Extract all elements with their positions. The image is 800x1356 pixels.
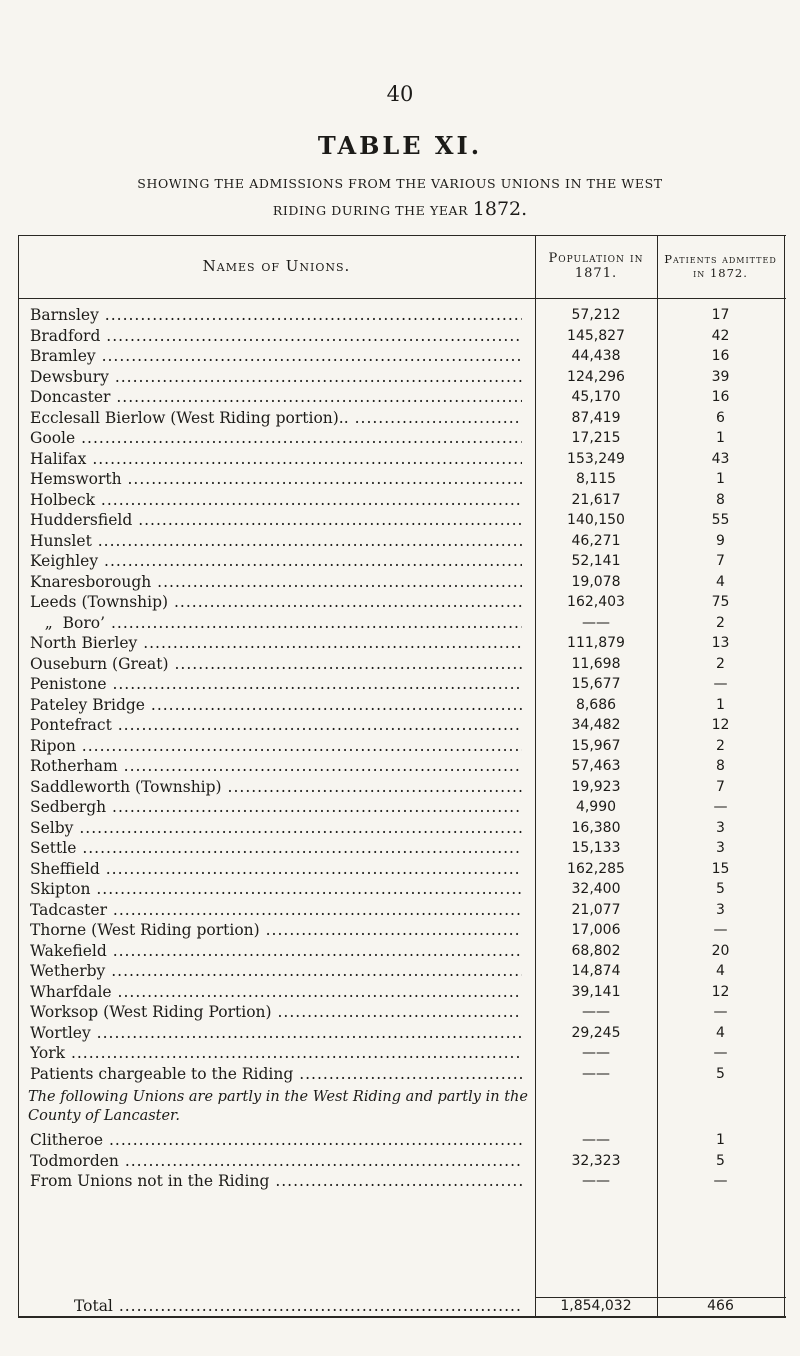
table-row [18, 982, 786, 1003]
patients-value: 1 [716, 1132, 725, 1148]
union-name: Ripon ..... [30, 736, 522, 757]
union-name: Huddersfield ..... [30, 510, 522, 531]
union-name: Sheffield ..... [30, 859, 522, 880]
table-border-bottom [18, 1316, 786, 1318]
subtitle-line-1: SHOWING THE ADMISSIONS FROM THE VARIOUS UNIONS IN THE WEST [137, 176, 663, 191]
population-value: 15,967 [571, 737, 621, 754]
patients-value: — [713, 1004, 728, 1020]
table-row [18, 777, 786, 798]
population-value: 140,150 [567, 512, 625, 528]
population-value: 145,827 [567, 327, 625, 344]
table-row [18, 1023, 786, 1044]
total-label: Total ..... [30, 1296, 522, 1317]
patients-value: 3 [716, 819, 725, 836]
total-population: 1,854,032 [560, 1297, 632, 1314]
patients-value: 2 [716, 655, 725, 672]
table-row [18, 900, 786, 921]
table-row [18, 346, 786, 367]
lancaster-note: The following Unions are partly in the West Riding and partly in the County of Lancaster. [28, 1089, 528, 1124]
population-value: 17,006 [571, 922, 621, 938]
patients-value: 15 [711, 860, 730, 877]
union-name: Barnsley ..... [30, 305, 522, 326]
population-value: 4,990 [575, 799, 617, 815]
union-name: Pateley Bridge ..... [30, 695, 522, 716]
patients-value: 7 [716, 553, 725, 569]
patients-value: 42 [711, 327, 730, 344]
table-row [18, 572, 786, 593]
table-row [18, 490, 786, 511]
population-value: 39,141 [571, 983, 621, 1000]
population-value: 153,249 [567, 450, 625, 467]
population-value: 52,141 [571, 553, 621, 569]
total-patients: 466 [707, 1297, 734, 1314]
table-row [18, 592, 786, 613]
table-row [18, 326, 786, 347]
patients-value: 39 [711, 368, 730, 385]
patients-value: 4 [716, 1024, 725, 1041]
table-row [18, 1064, 786, 1085]
table-row [18, 367, 786, 388]
patients-value: 1 [716, 430, 725, 446]
union-name: Wharfdale ..... [30, 982, 522, 1003]
population-value: 19,078 [571, 573, 621, 590]
table-row [18, 838, 786, 859]
patients-value: 5 [716, 881, 725, 897]
total-row [18, 1296, 786, 1317]
union-name: Wortley ..... [30, 1023, 522, 1044]
union-name: Selby ..... [30, 818, 522, 839]
table-row [18, 797, 786, 818]
union-name: Bramley ..... [30, 346, 522, 367]
column-header-population: Population in 1871. [548, 250, 644, 281]
header-divider [18, 298, 786, 299]
patients-value: 2 [716, 737, 725, 754]
union-name: Clitheroe ..... [30, 1130, 522, 1151]
patients-value: 12 [711, 717, 730, 733]
patients-value: 12 [711, 983, 730, 1000]
patients-value: — [713, 1045, 728, 1061]
patients-value: 4 [716, 963, 725, 979]
population-value: 45,170 [571, 389, 621, 405]
table-title: TABLE XI. [317, 131, 483, 160]
table-row [18, 531, 786, 552]
population-value: 46,271 [571, 532, 621, 549]
patients-value: 8 [716, 758, 725, 774]
union-name: Knaresborough ..... [30, 572, 522, 593]
union-name: Holbeck ..... [30, 490, 522, 511]
population-value: 19,923 [571, 778, 621, 795]
union-name: Wetherby ..... [30, 961, 522, 982]
union-name: Rotherham ..... [30, 756, 522, 777]
table-row [18, 920, 786, 941]
union-name: Penistone ..... [30, 674, 522, 695]
union-name: Sedbergh ..... [30, 797, 522, 818]
table-row [18, 408, 786, 429]
table-row [18, 1151, 786, 1172]
patients-value: 20 [711, 942, 730, 959]
patients-value: — [713, 922, 728, 938]
patients-value: 4 [716, 573, 725, 590]
union-name: Dewsbury ..... [30, 367, 522, 388]
patients-value: — [713, 799, 728, 815]
patients-value: — [713, 1173, 728, 1189]
union-name: Wakefield ..... [30, 941, 522, 962]
table-row [18, 510, 786, 531]
union-name: Tadcaster ..... [30, 900, 522, 921]
table-row [18, 633, 786, 654]
patients-value: 13 [711, 635, 730, 651]
patients-value: 7 [716, 778, 725, 795]
population-value: 57,212 [571, 307, 621, 323]
table-row [18, 715, 786, 736]
table-row [18, 1130, 786, 1151]
table-row [18, 1043, 786, 1064]
population-value: —— [582, 1045, 610, 1061]
population-value: 29,245 [571, 1024, 621, 1041]
population-value: 44,438 [571, 348, 621, 364]
table-row [18, 449, 786, 470]
patients-value: 55 [711, 512, 730, 528]
union-name: Pontefract ..... [30, 715, 522, 736]
population-value: 14,874 [571, 963, 621, 979]
table-row [18, 674, 786, 695]
population-value: 124,296 [567, 368, 625, 385]
population-value: 111,879 [567, 635, 625, 651]
population-value: 32,400 [571, 881, 621, 897]
population-value: —— [582, 1173, 610, 1189]
patients-value: 9 [716, 532, 725, 549]
union-name: From Unions not in the Riding ..... [30, 1171, 522, 1192]
population-value: 15,677 [571, 676, 621, 692]
union-name: Halifax ..... [30, 449, 522, 470]
population-value: 21,077 [571, 901, 621, 918]
table-row [18, 859, 786, 880]
union-name: Leeds (Township) ..... [30, 592, 522, 613]
union-name: Bradford ..... [30, 326, 522, 347]
patients-value: 1 [716, 696, 725, 713]
population-value: 16,380 [571, 819, 621, 836]
patients-value: 2 [716, 614, 725, 631]
table-row [18, 1171, 786, 1192]
table-row [18, 305, 786, 326]
union-name: Ouseburn (Great) ..... [30, 654, 522, 675]
column-header-names: Names of Unions. [202, 256, 351, 275]
patients-value: 1 [716, 471, 725, 487]
population-value: 34,482 [571, 717, 621, 733]
population-value: 162,285 [567, 860, 625, 877]
patients-value: 16 [711, 348, 730, 364]
patients-value: 5 [716, 1152, 725, 1169]
patients-value: 6 [716, 409, 725, 426]
union-name: Doncaster ..... [30, 387, 522, 408]
patients-value: 17 [711, 307, 730, 323]
table-row [18, 654, 786, 675]
subtitle-year: 1872. [472, 198, 528, 220]
table-row [18, 613, 786, 634]
population-value: 162,403 [567, 594, 625, 610]
population-value: 87,419 [571, 409, 621, 426]
table-row [18, 469, 786, 490]
union-name: Keighley ..... [30, 551, 522, 572]
population-value: —— [582, 1004, 610, 1020]
patients-value: 16 [711, 389, 730, 405]
union-name: Saddleworth (Township) ..... [30, 777, 522, 798]
patients-value: 3 [716, 840, 725, 856]
subtitle-line-2 [0, 198, 800, 220]
union-name: Ecclesall Bierlow (West Riding portion).. ..... [30, 408, 522, 429]
table-row [18, 695, 786, 716]
population-value: 21,617 [571, 491, 621, 508]
table-row [18, 879, 786, 900]
population-value: 17,215 [571, 430, 621, 446]
table-row [18, 736, 786, 757]
table-row [18, 1002, 786, 1023]
union-name: North Bierley ..... [30, 633, 522, 654]
population-value: 57,463 [571, 758, 621, 774]
union-name: Thorne (West Riding portion) ..... [30, 920, 522, 941]
page-number: 40 [386, 82, 414, 106]
table-row [18, 756, 786, 777]
table-row [18, 387, 786, 408]
table-row [18, 551, 786, 572]
population-value: 15,133 [571, 840, 621, 856]
union-name: Patients chargeable to the Riding ..... [30, 1064, 522, 1085]
column-header-patients: Patients admitted in 1872. [664, 252, 777, 280]
union-name: Skipton ..... [30, 879, 522, 900]
subtitle-line-2-text: RIDING DURING THE YEAR [272, 203, 469, 218]
patients-value: — [713, 676, 728, 692]
union-name: York ..... [30, 1043, 522, 1064]
patients-value: 43 [711, 450, 730, 467]
population-value: 8,115 [575, 471, 617, 487]
table-row [18, 961, 786, 982]
union-name: Worksop (West Riding Portion) ..... [30, 1002, 522, 1023]
union-name: „ Boro’ ..... [30, 613, 522, 634]
population-value: 68,802 [571, 942, 621, 959]
union-name: Settle ..... [30, 838, 522, 859]
population-value: —— [582, 1132, 610, 1148]
patients-value: 75 [711, 594, 730, 610]
population-value: 32,323 [571, 1152, 621, 1169]
union-name: Hemsworth ..... [30, 469, 522, 490]
table-row [18, 941, 786, 962]
population-value: 8,686 [575, 696, 617, 713]
patients-value: 3 [716, 901, 725, 918]
admissions-table [18, 235, 786, 1317]
population-value: —— [582, 614, 610, 631]
union-name: Todmorden ..... [30, 1151, 522, 1172]
population-value: 11,698 [571, 655, 621, 672]
population-value: —— [582, 1065, 610, 1082]
table-row [18, 428, 786, 449]
patients-value: 5 [716, 1065, 725, 1082]
table-row [18, 818, 786, 839]
union-name: Hunslet ..... [30, 531, 522, 552]
union-name: Goole ..... [30, 428, 522, 449]
patients-value: 8 [716, 491, 725, 508]
